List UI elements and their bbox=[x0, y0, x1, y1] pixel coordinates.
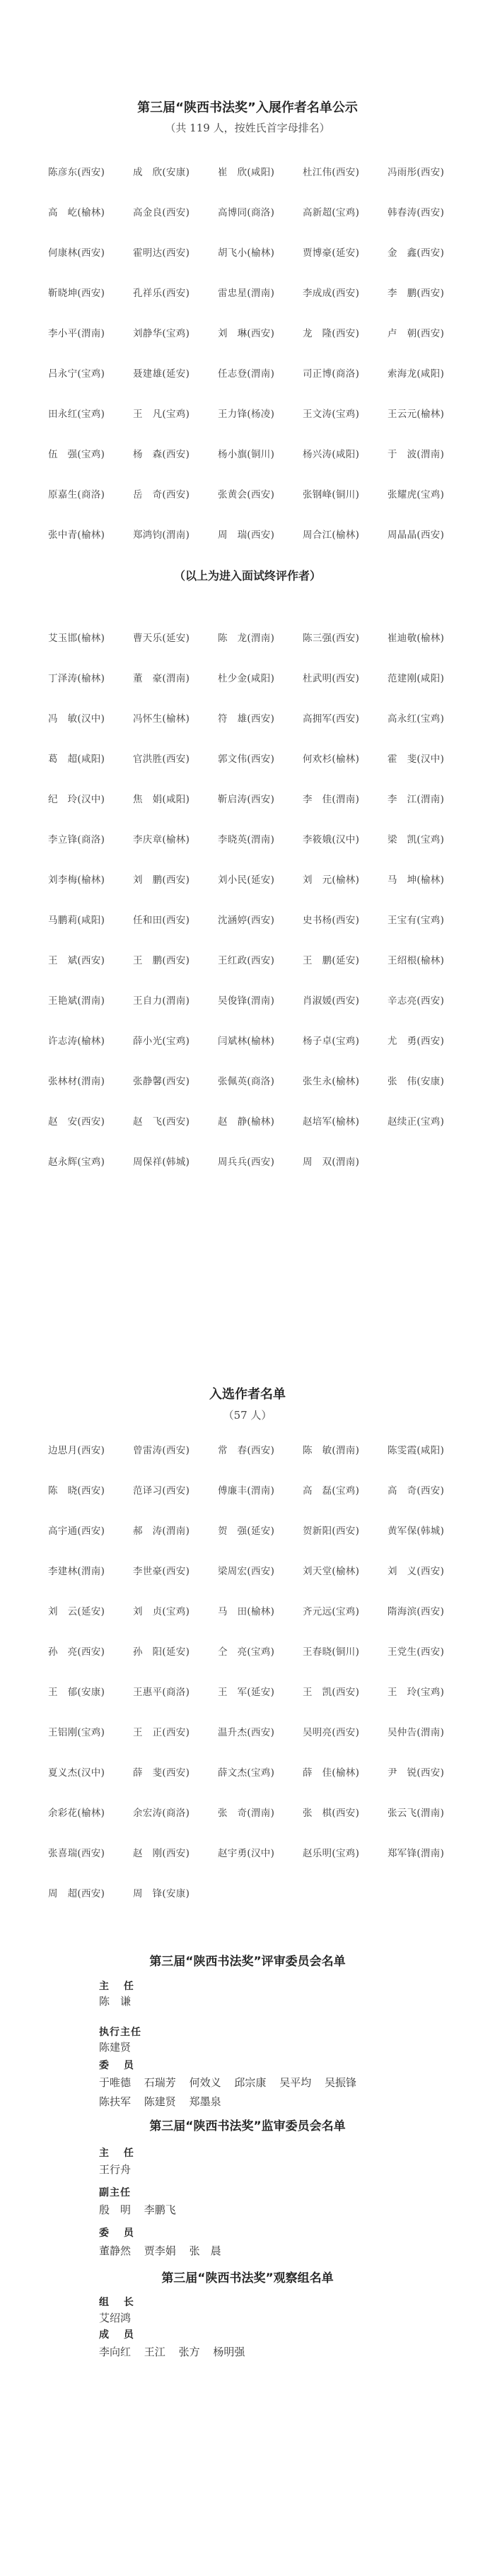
author-name-cell: 高 奇(西安) bbox=[388, 1485, 445, 1497]
observer-leader bbox=[99, 2310, 141, 2325]
supervision-director-label: 主 任 bbox=[99, 2148, 139, 2159]
author-name-cell: 陈彦东(西安) bbox=[48, 166, 105, 178]
author-name-cell: 靳晓坤(西安) bbox=[48, 287, 105, 299]
author-name-cell: 原嘉生(商洛) bbox=[48, 488, 105, 500]
author-name-cell: 赵 安(西安) bbox=[48, 1116, 105, 1128]
author-name-cell: 司正博(商洛) bbox=[303, 368, 360, 380]
author-name-cell: 陈 龙(渭南) bbox=[218, 632, 275, 644]
author-name-cell: 王 玲(宝鸡) bbox=[388, 1686, 445, 1698]
author-name-cell: 王 鹏(延安) bbox=[303, 954, 360, 966]
author-name-cell: 胡飞小(榆林) bbox=[218, 247, 275, 259]
observer-group-title: 第三届“陕西书法奖”观察组名单 bbox=[161, 2271, 334, 2285]
author-name-cell: 雷忠星(渭南) bbox=[218, 287, 275, 299]
author-name-cell: 杨子卓(宝鸡) bbox=[303, 1035, 360, 1047]
author-name-cell: 温升杰(西安) bbox=[218, 1726, 275, 1738]
author-name-cell: 高金良(西安) bbox=[133, 206, 190, 218]
author-name-cell: 卢 朝(西安) bbox=[388, 327, 445, 339]
author-name-cell: 王 正(西安) bbox=[133, 1726, 190, 1738]
author-name-cell: 张耀虎(宝鸡) bbox=[388, 488, 445, 500]
author-name-cell: 周保祥(韩城) bbox=[133, 1156, 190, 1168]
review-committee-title: 第三届“陕西书法奖”评审委员会名单 bbox=[149, 1955, 346, 1969]
author-name-cell: 郑鸿钧(渭南) bbox=[133, 529, 190, 541]
author-name-cell: 刘 元(榆林) bbox=[303, 874, 360, 886]
author-name-cell: 王宝有(宝鸡) bbox=[388, 914, 445, 926]
author-name-cell: 何欢杉(榆林) bbox=[303, 753, 360, 765]
author-name-cell: 周 超(西安) bbox=[48, 1887, 105, 1899]
author-name-cell: 霍 斐(汉中) bbox=[388, 753, 445, 765]
author-name-cell: 李立锋(商洛) bbox=[48, 833, 105, 845]
author-name-cell: 王春晓(铜川) bbox=[303, 1646, 360, 1658]
member-name: 何效义 bbox=[189, 2076, 221, 2089]
member-name: 石瑞芳 bbox=[144, 2076, 176, 2089]
author-name-cell: 符 雄(西安) bbox=[218, 713, 275, 725]
author-name-cell: 刘天堂(榆林) bbox=[303, 1565, 360, 1577]
author-name-cell: 岳 奇(西安) bbox=[133, 488, 190, 500]
supervision-members bbox=[99, 2243, 231, 2258]
author-name-cell: 贾博豪(延安) bbox=[303, 247, 360, 259]
author-name-cell: 马 田(榆林) bbox=[218, 1605, 275, 1617]
author-name-cell: 傅廉丰(渭南) bbox=[218, 1485, 275, 1497]
member-name: 董静然 bbox=[99, 2244, 132, 2257]
author-name-cell: 孙 亮(西安) bbox=[48, 1646, 105, 1658]
author-name-cell: 刘 义(西安) bbox=[388, 1565, 445, 1577]
author-name-cell: 周晶晶(西安) bbox=[388, 529, 445, 541]
author-name-cell: 刘小民(延安) bbox=[218, 874, 275, 886]
author-name-cell: 闫斌林(榆林) bbox=[218, 1035, 275, 1047]
author-name-cell: 索海龙(咸阳) bbox=[388, 368, 445, 380]
author-name-cell: 范建刚(咸阳) bbox=[388, 672, 445, 684]
member-name: 殷 明 bbox=[99, 2203, 132, 2216]
supervision-director bbox=[99, 2162, 141, 2177]
selected-title: 入选作者名单 bbox=[209, 1387, 286, 1402]
author-name-cell: 赵 飞(西安) bbox=[133, 1116, 190, 1128]
member-name: 王行舟 bbox=[99, 2163, 132, 2176]
author-name-cell: 孙 阳(延安) bbox=[133, 1646, 190, 1658]
author-name-cell: 张喜瑞(西安) bbox=[48, 1847, 105, 1859]
author-name-cell: 隋海滨(西安) bbox=[388, 1605, 445, 1617]
author-name-cell: 赵续正(宝鸡) bbox=[388, 1116, 445, 1128]
author-name-cell: 金 鑫(西安) bbox=[388, 247, 445, 259]
author-name-cell: 刘 鹏(西安) bbox=[133, 874, 190, 886]
author-name-cell: 王党生(西安) bbox=[388, 1646, 445, 1658]
exhibit-subtitle: （共 119 人，按姓氏首字母排名） bbox=[165, 122, 330, 134]
review-exec-director bbox=[99, 2039, 141, 2054]
author-name-cell: 赵培军(榆林) bbox=[303, 1116, 360, 1128]
author-name-cell: 陈三强(西安) bbox=[303, 632, 360, 644]
author-name-cell: 杜少金(咸阳) bbox=[218, 672, 275, 684]
author-name-cell: 郝 涛(渭南) bbox=[133, 1525, 190, 1537]
author-name-cell: 杜武明(西安) bbox=[303, 672, 360, 684]
author-name-cell: 王 郁(安康) bbox=[48, 1686, 105, 1698]
author-name-cell: 田永红(宝鸡) bbox=[48, 408, 105, 420]
author-name-cell: 李 佳(渭南) bbox=[303, 793, 360, 805]
author-name-cell: 张林材(渭南) bbox=[48, 1075, 105, 1087]
exhibit-name-grid bbox=[48, 151, 472, 554]
author-name-cell: 陈雯霞(咸阳) bbox=[388, 1444, 445, 1456]
author-name-cell: 龙 隆(西安) bbox=[303, 327, 360, 339]
author-name-cell: 贺 强(延安) bbox=[218, 1525, 275, 1537]
author-name-cell: 李 江(渭南) bbox=[388, 793, 445, 805]
author-name-cell: 夏义杰(汉中) bbox=[48, 1767, 105, 1779]
observer-members bbox=[99, 2344, 255, 2359]
author-name-cell: 齐元远(宝鸡) bbox=[303, 1605, 360, 1617]
author-name-cell: 赵乐明(宝鸡) bbox=[303, 1847, 360, 1859]
observer-members-label: 成 员 bbox=[99, 2329, 139, 2341]
member-name: 杨明强 bbox=[213, 2346, 245, 2358]
author-name-cell: 李晓英(渭南) bbox=[218, 833, 275, 845]
author-name-cell: 周合江(榆林) bbox=[303, 529, 360, 541]
author-name-cell: 王力锋(杨凌) bbox=[218, 408, 275, 420]
supervision-deputy-label: 副主任 bbox=[99, 2187, 131, 2199]
author-name-cell: 周 锋(安康) bbox=[133, 1887, 190, 1899]
exhibit-name-grid-2 bbox=[48, 616, 472, 1181]
author-name-cell: 成 欣(安康) bbox=[133, 166, 190, 178]
author-name-cell: 杜江伟(西安) bbox=[303, 166, 360, 178]
author-name-cell: 赵 静(榆林) bbox=[218, 1116, 275, 1128]
review-members-line2 bbox=[99, 2094, 231, 2109]
author-name-cell: 伍 强(宝鸡) bbox=[48, 448, 105, 460]
author-name-cell: 刘 琳(西安) bbox=[218, 327, 275, 339]
member-name: 于唯德 bbox=[99, 2076, 132, 2089]
author-name-cell: 刘 云(延安) bbox=[48, 1605, 105, 1617]
author-name-cell: 王 凡(宝鸡) bbox=[133, 408, 190, 420]
author-name-cell: 张静馨(西安) bbox=[133, 1075, 190, 1087]
author-name-cell: 艾玉邯(榆林) bbox=[48, 632, 105, 644]
author-name-cell: 王文涛(宝鸡) bbox=[303, 408, 360, 420]
author-name-cell: 高 屹(榆林) bbox=[48, 206, 105, 218]
member-name: 张 晨 bbox=[189, 2244, 221, 2257]
author-name-cell: 周兵兵(西安) bbox=[218, 1156, 275, 1168]
author-name-cell: 崔 欣(咸阳) bbox=[218, 166, 275, 178]
author-name-cell: 王 斌(西安) bbox=[48, 954, 105, 966]
author-name-cell: 郭文伟(西安) bbox=[218, 753, 275, 765]
author-name-cell: 冯怀生(榆林) bbox=[133, 713, 190, 725]
author-name-cell: 尤 勇(西安) bbox=[388, 1035, 445, 1047]
author-name-cell: 吴明亮(西安) bbox=[303, 1726, 360, 1738]
author-name-cell: 焦 娟(咸阳) bbox=[133, 793, 190, 805]
author-name-cell: 杨兴涛(咸阳) bbox=[303, 448, 360, 460]
author-name-cell: 薛小光(宝鸡) bbox=[133, 1035, 190, 1047]
author-name-cell: 曹天乐(延安) bbox=[133, 632, 190, 644]
review-members-line1 bbox=[99, 2075, 366, 2090]
review-exec-director-label: 执行主任 bbox=[99, 2027, 141, 2038]
author-name-cell: 丁泽涛(榆林) bbox=[48, 672, 105, 684]
member-name: 艾绍鸿 bbox=[99, 2312, 132, 2324]
author-name-cell: 葛 超(咸阳) bbox=[48, 753, 105, 765]
author-name-cell: 霍明达(西安) bbox=[133, 247, 190, 259]
author-name-cell: 聂建雄(延安) bbox=[133, 368, 190, 380]
author-name-cell: 何康林(西安) bbox=[48, 247, 105, 259]
author-name-cell: 靳启涛(西安) bbox=[218, 793, 275, 805]
author-name-cell: 周 瑞(西安) bbox=[218, 529, 275, 541]
author-name-cell: 史书杨(西安) bbox=[303, 914, 360, 926]
author-name-cell: 吴俊锋(渭南) bbox=[218, 995, 275, 1007]
author-name-cell: 刘李梅(榆林) bbox=[48, 874, 105, 886]
author-name-cell: 李 鹏(西安) bbox=[388, 287, 445, 299]
member-name: 郑墨泉 bbox=[189, 2095, 221, 2108]
author-name-cell: 张佩英(商洛) bbox=[218, 1075, 275, 1087]
author-name-cell: 张钢峰(铜川) bbox=[303, 488, 360, 500]
member-name: 张方 bbox=[178, 2346, 200, 2358]
author-name-cell: 薛 斐(西安) bbox=[133, 1767, 190, 1779]
author-name-cell: 薛文杰(宝鸡) bbox=[218, 1767, 275, 1779]
author-name-cell: 贺新阳(西安) bbox=[303, 1525, 360, 1537]
author-name-cell: 赵宇勇(汉中) bbox=[218, 1847, 275, 1859]
exhibit-title: 第三届“陕西书法奖”入展作者名单公示 bbox=[137, 100, 358, 115]
author-name-cell: 纪 玲(汉中) bbox=[48, 793, 105, 805]
author-name-cell: 吴仲告(渭南) bbox=[388, 1726, 445, 1738]
author-name-cell: 张 伟(安康) bbox=[388, 1075, 445, 1087]
author-name-cell: 陈 敏(渭南) bbox=[303, 1444, 360, 1456]
author-name-cell: 余宏涛(商洛) bbox=[133, 1807, 190, 1819]
author-name-cell: 李世豪(西安) bbox=[133, 1565, 190, 1577]
author-name-cell: 高新超(宝鸡) bbox=[303, 206, 360, 218]
author-name-cell: 张生永(榆林) bbox=[303, 1075, 360, 1087]
author-name-cell: 李成成(西安) bbox=[303, 287, 360, 299]
author-name-cell: 辛志亮(西安) bbox=[388, 995, 445, 1007]
supervision-committee-title: 第三届“陕西书法奖”监审委员会名单 bbox=[149, 2119, 346, 2133]
author-name-cell: 刘 贞(宝鸡) bbox=[133, 1605, 190, 1617]
author-name-cell: 尹 锐(西安) bbox=[388, 1767, 445, 1779]
author-name-cell: 曾雷涛(西安) bbox=[133, 1444, 190, 1456]
author-name-cell: 范译习(西安) bbox=[133, 1485, 190, 1497]
author-name-cell: 高永红(宝鸡) bbox=[388, 713, 445, 725]
author-name-cell: 王 凯(西安) bbox=[303, 1686, 360, 1698]
author-name-cell: 高 磊(宝鸡) bbox=[303, 1485, 360, 1497]
supervision-deputy bbox=[99, 2202, 186, 2217]
author-name-cell: 吕永宁(宝鸡) bbox=[48, 368, 105, 380]
author-name-cell: 韩春涛(西安) bbox=[388, 206, 445, 218]
author-name-cell: 沈涵婷(西安) bbox=[218, 914, 275, 926]
author-name-cell: 王自力(渭南) bbox=[133, 995, 190, 1007]
author-name-cell: 杨 森(西安) bbox=[133, 448, 190, 460]
author-name-cell: 任和田(西安) bbox=[133, 914, 190, 926]
author-name-cell: 李建林(渭南) bbox=[48, 1565, 105, 1577]
author-name-cell: 郑军锋(渭南) bbox=[388, 1847, 445, 1859]
review-director bbox=[99, 1994, 141, 2008]
author-name-cell: 于 波(渭南) bbox=[388, 448, 445, 460]
observer-leader-label: 组 长 bbox=[99, 2297, 139, 2308]
author-name-cell: 孔祥乐(西安) bbox=[133, 287, 190, 299]
author-name-cell: 周 双(渭南) bbox=[303, 1156, 360, 1168]
author-name-cell: 张 奇(渭南) bbox=[218, 1807, 275, 1819]
finalist-note: （以上为进入面试终评作者） bbox=[173, 569, 321, 582]
author-name-cell: 薛 佳(榆林) bbox=[303, 1767, 360, 1779]
author-name-cell: 任志登(渭南) bbox=[218, 368, 275, 380]
author-name-cell: 高博同(商洛) bbox=[218, 206, 275, 218]
author-name-cell: 赵永辉(宝鸡) bbox=[48, 1156, 105, 1168]
author-name-cell: 官洪胜(西安) bbox=[133, 753, 190, 765]
author-name-cell: 王 鹏(西安) bbox=[133, 954, 190, 966]
author-name-cell: 冯雨彤(西安) bbox=[388, 166, 445, 178]
supervision-members-label: 委 员 bbox=[99, 2227, 139, 2239]
member-name: 贾李娟 bbox=[144, 2244, 176, 2257]
author-name-cell: 陈 晓(西安) bbox=[48, 1485, 105, 1497]
selected-subtitle: （57 人） bbox=[223, 1409, 272, 1422]
author-name-cell: 刘静华(宝鸡) bbox=[133, 327, 190, 339]
author-name-cell: 王云元(榆林) bbox=[388, 408, 445, 420]
author-name-cell: 冯 敏(汉中) bbox=[48, 713, 105, 725]
author-name-cell: 常 春(西安) bbox=[218, 1444, 275, 1456]
author-name-cell: 王艳斌(渭南) bbox=[48, 995, 105, 1007]
author-name-cell: 仝 亮(宝鸡) bbox=[218, 1646, 275, 1658]
author-name-cell: 李小平(渭南) bbox=[48, 327, 105, 339]
author-name-cell: 王铝刚(宝鸡) bbox=[48, 1726, 105, 1738]
author-name-cell: 王惠平(商洛) bbox=[133, 1686, 190, 1698]
author-name-cell: 张 棋(西安) bbox=[303, 1807, 360, 1819]
member-name: 邱宗康 bbox=[234, 2076, 267, 2089]
author-name-cell: 李庆章(榆林) bbox=[133, 833, 190, 845]
selected-name-grid bbox=[48, 1429, 472, 1912]
author-name-cell: 高拥军(西安) bbox=[303, 713, 360, 725]
author-name-cell: 张黄会(西安) bbox=[218, 488, 275, 500]
member-name: 吴平均 bbox=[279, 2076, 312, 2089]
member-name: 李向红 bbox=[99, 2346, 132, 2358]
member-name: 吴振锋 bbox=[324, 2076, 356, 2089]
author-name-cell: 崔迪敬(榆林) bbox=[388, 632, 445, 644]
author-name-cell: 余彩花(榆林) bbox=[48, 1807, 105, 1819]
author-name-cell: 王红政(西安) bbox=[218, 954, 275, 966]
member-name: 陈扶军 bbox=[99, 2095, 132, 2108]
author-name-cell: 王 军(延安) bbox=[218, 1686, 275, 1698]
member-name: 陈建贤 bbox=[99, 2041, 132, 2054]
author-name-cell: 张中青(榆林) bbox=[48, 529, 105, 541]
author-name-cell: 李筱娥(汉中) bbox=[303, 833, 360, 845]
author-name-cell: 杨小旗(铜川) bbox=[218, 448, 275, 460]
author-name-cell: 马鹏莉(咸阳) bbox=[48, 914, 105, 926]
author-name-cell: 黄军保(韩城) bbox=[388, 1525, 445, 1537]
author-name-cell: 高宇通(西安) bbox=[48, 1525, 105, 1537]
member-name: 陈建贤 bbox=[144, 2095, 176, 2108]
author-name-cell: 许志涛(榆林) bbox=[48, 1035, 105, 1047]
author-name-cell: 董 豪(渭南) bbox=[133, 672, 190, 684]
author-name-cell: 张云飞(渭南) bbox=[388, 1807, 445, 1819]
author-name-cell: 赵 刚(西安) bbox=[133, 1847, 190, 1859]
member-name: 李鹏飞 bbox=[144, 2203, 176, 2216]
review-members-label: 委 员 bbox=[99, 2060, 139, 2071]
member-name: 陈 谦 bbox=[99, 1995, 132, 2008]
author-name-cell: 梁 凯(宝鸡) bbox=[388, 833, 445, 845]
author-name-cell: 边思月(西安) bbox=[48, 1444, 105, 1456]
author-name-cell: 梁周宏(西安) bbox=[218, 1565, 275, 1577]
author-name-cell: 王绍根(榆林) bbox=[388, 954, 445, 966]
review-director-label: 主 任 bbox=[99, 1981, 139, 1992]
member-name: 王江 bbox=[144, 2346, 165, 2358]
author-name-cell: 马 坤(榆林) bbox=[388, 874, 445, 886]
author-name-cell: 肖淑媛(西安) bbox=[303, 995, 360, 1007]
